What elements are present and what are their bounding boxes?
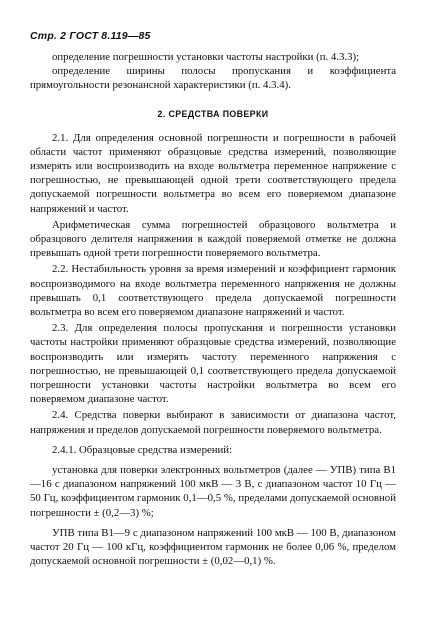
paragraph-2-1-sum: Арифметическая сумма погрешностей образцового вольтметра и образцового делителя напряжения в каждой поверяемой отметке не должна превышать одной трети погрешности поверяемого вольтметра. <box>30 218 396 260</box>
intro-item-1: определение погрешности установки частоты настройки (п. 4.3.3); <box>52 51 360 63</box>
paragraph-upv-b1-9: УПВ типа В1—9 с диапазоном напряжений 100 мкВ — 100 В, диапазоном частот 20 Гц — 100 кГц, коэффициентом гармоник не более 0,06 %, пределом допускаемой основной погрешности ± (0,02—0,1) %. <box>30 526 396 568</box>
paragraph-2-2: 2.2. Нестабильность уровня за время измерений и коэффициент гармоник воспроизводимого на входе вольтметра переменного напряжения не должны превышать 0,1 соответствующего предела допускаемой погрешности вольтметра во всем его поверяемом диапазоне напряжений и частот. <box>30 263 396 319</box>
paragraph-2-3: 2.3. Для определения полосы пропускания и погрешности установки частоты настройки применяют образцовые средства измерений, позволяющие воспроизводить или измерять частоту переменного напряжения с погрешностью, не превышающей 0,1 соответствующего предела допускаемой погрешности установки частоты настройки вольтметра во всем его поверяемом диапазоне частот. <box>30 322 396 406</box>
paragraph-upv-b1-16: установка для поверки электронных вольтметров (далее — УПВ) типа В1—16 с диапазоном напряжений 100 мкВ — 3 В, с диапазоном частот 10 Гц — 50 Гц, коэффициентом гармоник 0,1—0,5 %, пределами допускаемой основной погрешности ± (0,2—3) %; <box>30 464 396 519</box>
intro-item-2: определение ширины полосы пропускания и коэффициента прямоугольности резонансной характеристики (п. 4.3.4). <box>30 65 396 92</box>
paragraph-2-4: 2.4. Средства поверки выбирают в зависимости от диапазона частот, напряжения и пределов допускаемой погрешности поверяемого вольтметра. <box>30 409 396 436</box>
paragraph-2-4-1: 2.4.1. Образцовые средства измерений: <box>52 443 233 456</box>
page-header: Стр. 2 ГОСТ 8.119—85 <box>30 30 151 42</box>
section-title: 2. СРЕДСТВА ПОВЕРКИ <box>157 108 269 119</box>
paragraph-2-1: 2.1. Для определения основной погрешности и погрешности в рабочей области частот применяют образцовые средства измерений, позволяющие измерять или воспроизводить на входе вольтметра переменное напряжение с погрешностью, не превышающей одной трети соответствующего предела допускаемой погрешности вольтметра во всем его поверяемом диапазоне напряжений и частот. <box>30 131 396 215</box>
